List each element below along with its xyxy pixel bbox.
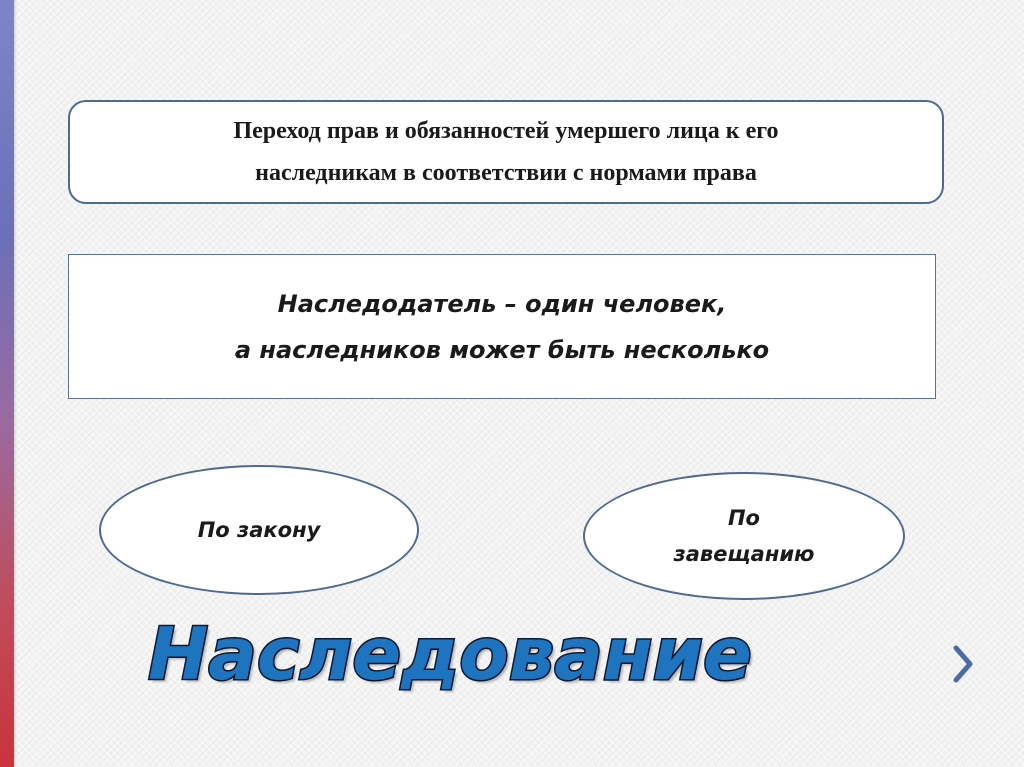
fact-text: Наследодатель – один человек, а наследников может быть несколько	[234, 289, 770, 364]
left-accent-stripe	[0, 0, 14, 767]
inheritance-by-will-oval	[583, 472, 905, 600]
chevron-right-icon	[951, 642, 975, 686]
inheritance-by-law-label: По закону	[197, 518, 321, 542]
definition-text: Переход прав и обязанностей умершего лица к его наследникам в соответствии с нормами права	[233, 118, 779, 186]
inheritance-by-will-label: По завещанию	[673, 506, 815, 566]
slide-title: Наследование	[148, 612, 752, 696]
fact-box	[68, 254, 936, 399]
definition-box	[68, 100, 944, 204]
next-slide-button[interactable]	[942, 628, 984, 700]
inheritance-by-law-oval	[99, 465, 419, 595]
